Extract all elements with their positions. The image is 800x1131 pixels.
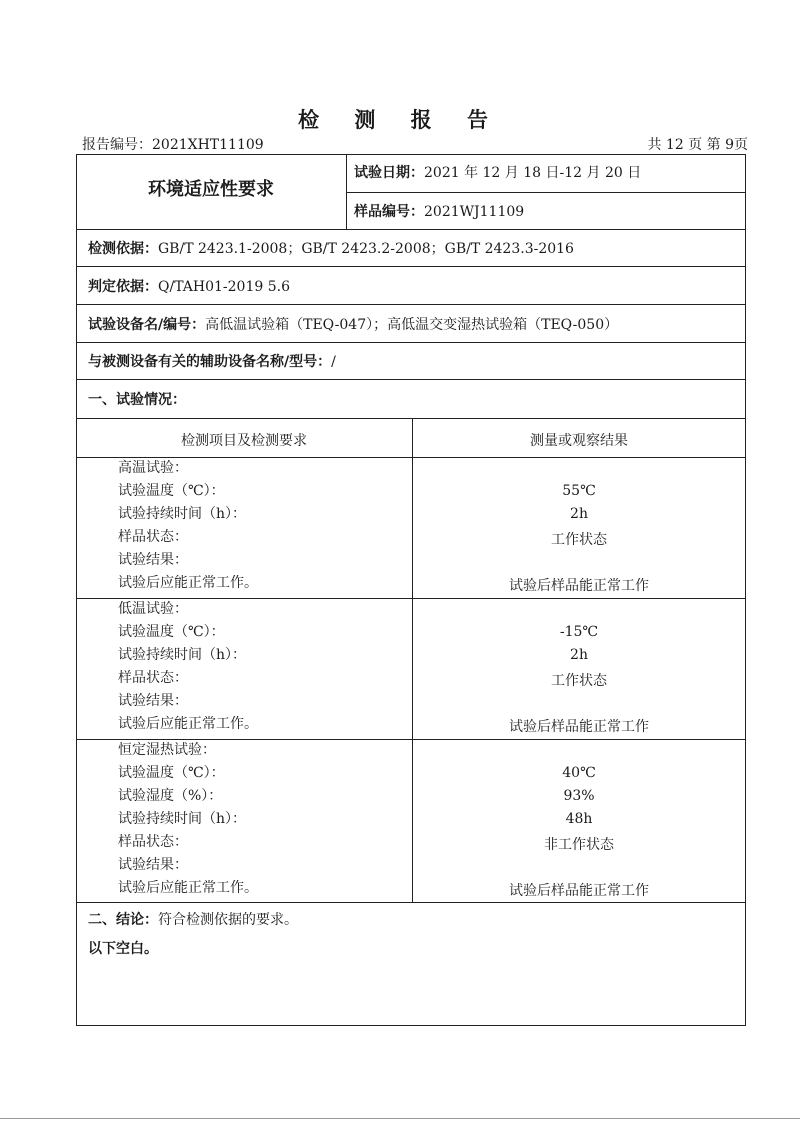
equipment-label: 试验设备名/编号： bbox=[88, 317, 206, 333]
list-item: 样品状态： bbox=[118, 834, 188, 850]
page-count: 共 12 页 第 9页 bbox=[647, 137, 748, 153]
section-name: 环境适应性要求 bbox=[148, 179, 274, 200]
result-value: 工作状态 bbox=[551, 673, 607, 689]
test-date-value: 2021 年 12 月 18 日-12 月 20 日 bbox=[424, 165, 642, 181]
blank-note: 以下空白。 bbox=[88, 941, 158, 957]
test-basis bbox=[88, 238, 574, 258]
conclusion-label: 二、结论： bbox=[88, 912, 158, 928]
result-value: 55℃ bbox=[562, 483, 596, 499]
result-value: 工作状态 bbox=[551, 532, 607, 548]
list-item: 试验温度（℃）： bbox=[118, 624, 225, 640]
section1-label: 一、试验情况： bbox=[88, 392, 186, 408]
list-item: 试验持续时间（h）： bbox=[118, 811, 247, 827]
list-item: 试验湿度（%）： bbox=[118, 788, 223, 804]
result-value: 试验后样品能正常工作 bbox=[509, 578, 649, 594]
list-item: 试验持续时间（h）： bbox=[118, 647, 247, 663]
list-item: 试验后应能正常工作。 bbox=[118, 716, 258, 732]
judgement-basis-label: 判定依据： bbox=[88, 279, 158, 295]
result-value: 2h bbox=[570, 647, 588, 663]
list-item: 试验温度（℃）： bbox=[118, 765, 225, 781]
equipment bbox=[88, 314, 618, 334]
rule-after-header bbox=[76, 229, 746, 230]
conclusion bbox=[88, 909, 298, 929]
rule-after-equipment bbox=[76, 342, 746, 343]
test-date-label: 试验日期： bbox=[354, 165, 424, 181]
list-item: 试验后应能正常工作。 bbox=[118, 880, 258, 896]
rule-after-group3 bbox=[76, 902, 746, 903]
aux-equipment-label: 与被测设备有关的辅助设备名称/型号： bbox=[88, 354, 332, 370]
test-date bbox=[354, 162, 641, 182]
column-header-items: 检测项目及检测要求 bbox=[181, 433, 307, 449]
aux-equipment-value: / bbox=[331, 354, 336, 370]
result-value: 非工作状态 bbox=[544, 837, 614, 853]
result-value: 试验后样品能正常工作 bbox=[509, 883, 649, 899]
result-value: -15℃ bbox=[559, 624, 599, 640]
judgement-basis bbox=[88, 276, 290, 296]
list-item: 试验后应能正常工作。 bbox=[118, 575, 258, 591]
group-title-damp-heat: 恒定湿热试验： bbox=[118, 742, 216, 758]
report-title: 检 测 报 告 bbox=[298, 107, 502, 132]
list-item: 试验结果： bbox=[118, 857, 188, 873]
aux-equipment bbox=[88, 351, 336, 371]
conclusion-value: 符合检测依据的要求。 bbox=[158, 912, 298, 928]
judgement-basis-value: Q/TAH01-2019 5.6 bbox=[158, 279, 290, 295]
sample-number-value: 2021WJ11109 bbox=[424, 204, 525, 220]
sample-number bbox=[354, 201, 524, 221]
test-basis-value: GB/T 2423.1-2008；GB/T 2423.2-2008；GB/T 2423.3-2016 bbox=[158, 241, 574, 257]
list-item: 试验结果： bbox=[118, 552, 188, 568]
list-item: 样品状态： bbox=[118, 670, 188, 686]
list-item: 样品状态： bbox=[118, 529, 188, 545]
rule-header-divider bbox=[346, 154, 347, 229]
rule-after-basis bbox=[76, 266, 746, 267]
column-header-results: 测量或观察结果 bbox=[530, 433, 628, 449]
rule-after-judgement bbox=[76, 304, 746, 305]
result-value: 试验后样品能正常工作 bbox=[509, 719, 649, 735]
sample-number-label: 样品编号： bbox=[354, 204, 424, 220]
list-item: 试验结果： bbox=[118, 693, 188, 709]
rule-date-sample bbox=[346, 192, 746, 193]
list-item: 试验温度（℃）： bbox=[118, 483, 225, 499]
test-basis-label: 检测依据： bbox=[88, 241, 158, 257]
report-number: 报告编号：2021XHT11109 bbox=[82, 137, 264, 153]
group-title-high-temp: 高温试验： bbox=[118, 460, 188, 476]
result-value: 93% bbox=[563, 788, 595, 804]
result-value: 40℃ bbox=[562, 765, 596, 781]
equipment-value: 高低温试验箱（TEQ-047）；高低温交变湿热试验箱（TEQ-050） bbox=[205, 317, 619, 333]
rule-after-aux bbox=[76, 379, 746, 380]
group-title-low-temp: 低温试验： bbox=[118, 601, 188, 617]
page-edge-line bbox=[0, 1118, 800, 1119]
list-item: 试验持续时间（h）： bbox=[118, 506, 247, 522]
result-value: 2h bbox=[570, 506, 588, 522]
rule-after-section1 bbox=[76, 418, 746, 419]
result-value: 48h bbox=[565, 811, 593, 827]
